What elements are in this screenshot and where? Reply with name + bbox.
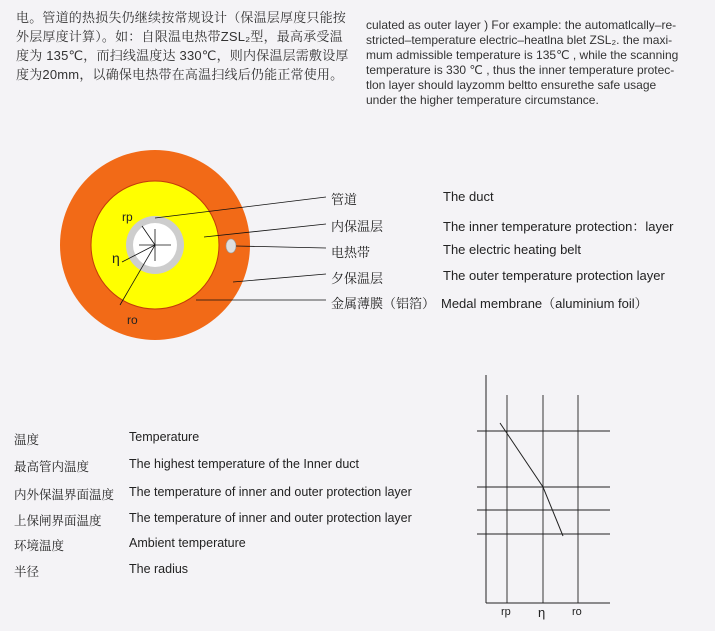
- legend-en: Ambient temperature: [129, 536, 246, 550]
- graph-tick-rp: rp: [501, 606, 511, 618]
- legend-cn: 内外保温界面温度: [14, 488, 115, 502]
- graph-tick-ro: ro: [572, 606, 582, 618]
- legend-cn: 半径: [14, 565, 40, 579]
- intro-en-line: stricted–temperature electric–heatlna blet ZSL₂. the maxi-: [366, 33, 673, 47]
- label-rp: rp: [122, 210, 133, 224]
- legend-en: The temperature of inner and outer protection layer: [129, 511, 412, 525]
- component-membrane-en: Medal membrane（aluminium foil）: [441, 296, 648, 311]
- intro-en-line: mum admissible temperature is 135℃ , while the scanning: [366, 48, 679, 62]
- component-inner-layer-en: The inner temperature protection：layer: [443, 219, 674, 234]
- label-ro: ro: [127, 313, 138, 327]
- intro-en-line: culated as outer layer ) For example: the automatlcally–re-: [366, 18, 677, 32]
- intro-en-line: tlon layer should layzomm beltto ensurethe safe usage: [366, 78, 657, 92]
- legend-en: The highest temperature of the Inner duct: [129, 457, 359, 471]
- component-heating-belt-en: The electric heating belt: [443, 242, 582, 257]
- component-outer-layer-en: The outer temperature protection layer: [443, 268, 665, 283]
- legend-en: Temperature: [129, 430, 200, 444]
- component-duct-en: The duct: [443, 189, 494, 204]
- component-membrane-cn: 金属薄膜（铝箔）: [331, 296, 436, 311]
- legend-en: The temperature of inner and outer protection layer: [129, 485, 412, 499]
- intro-cn-line: 度为20mm，以确保电热带在高温扫线后仍能正常使用。: [16, 67, 344, 82]
- component-duct-cn: 管道: [331, 192, 358, 207]
- component-heating-belt-cn: 电热带: [331, 245, 371, 260]
- legend-cn: 环境温度: [14, 539, 65, 553]
- intro-cn-line: 电。管道的热损失仍继续按常规设计（保温层厚度只能按: [16, 10, 347, 25]
- component-inner-layer-cn: 内保温层: [331, 219, 384, 234]
- label-eta: η: [112, 250, 120, 266]
- graph-temperature-curve: [500, 423, 563, 536]
- intro-cn-line: 外层厚度计算）。如：自限温电热带ZSL₂型，最高承受温: [16, 29, 343, 44]
- intro-en-line: temperature is 330 ℃ , thus the inner temperature protec-: [366, 63, 675, 77]
- intro-cn-line: 度为 135℃，而扫线温度达 330℃，则内保温层需敷设厚: [16, 48, 349, 63]
- legend-cn: 上保闸界面温度: [14, 514, 102, 528]
- legend-en: The radius: [129, 562, 189, 576]
- legend-cn: 温度: [14, 433, 40, 447]
- legend-cn: 最高管内温度: [14, 460, 90, 474]
- component-outer-layer-cn: 夕保温层: [331, 271, 384, 286]
- intro-en-line: under the higher temperature circumstance.: [366, 93, 599, 107]
- graph-tick-eta: η: [538, 605, 546, 620]
